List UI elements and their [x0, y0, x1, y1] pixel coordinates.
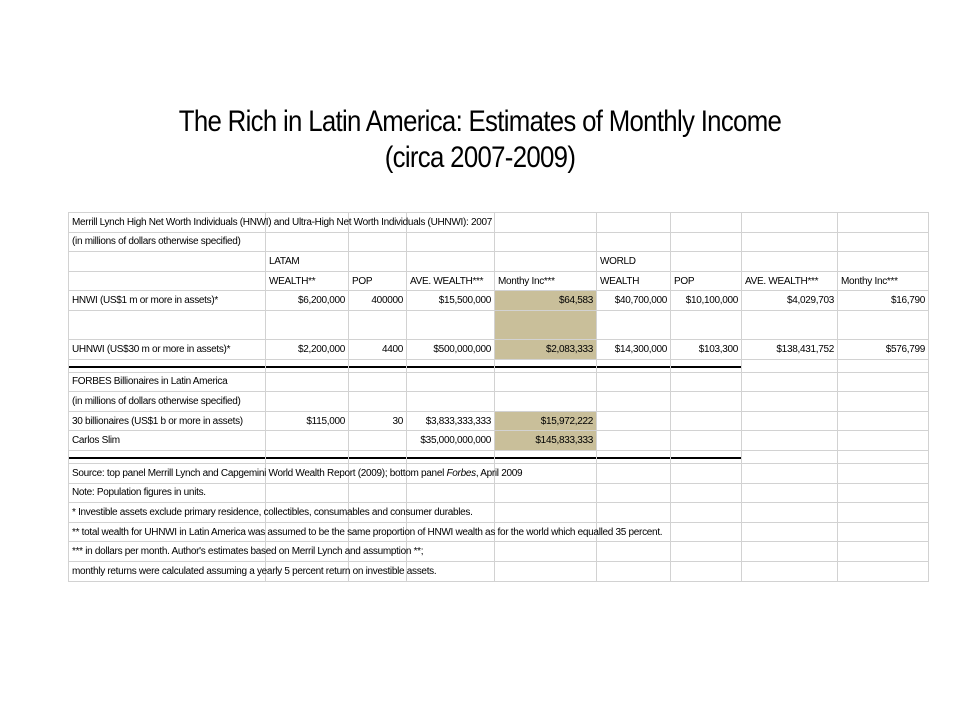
note-text: Note: Population figures in units.	[69, 483, 266, 503]
table-cell: $16,790	[838, 291, 929, 311]
row-label: 30 billionaires (US$1 b or more in assets)	[69, 411, 266, 431]
column-header-row	[69, 271, 929, 291]
table-cell: $138,431,752	[742, 339, 838, 359]
group-world: WORLD	[597, 252, 671, 272]
table-heading: Merrill Lynch High Net Worth Individuals (HNWI) and Ultra-High Net Worth Individuals (UHNWI): 2007	[69, 213, 266, 233]
divider-row	[69, 450, 929, 463]
forbes-heading-row	[69, 372, 929, 392]
table-cell	[266, 431, 349, 451]
col-world-monthly-inc: Monthy Inc***	[838, 271, 929, 291]
table-cell: $576,799	[838, 339, 929, 359]
table-cell: $103,300	[671, 339, 742, 359]
table-cell: $35,000,000,000	[407, 431, 495, 451]
title-line-2: (circa 2007-2009)	[384, 141, 576, 174]
table-cell	[349, 431, 407, 451]
col-world-pop: POP	[671, 271, 742, 291]
wealth-table	[68, 212, 929, 582]
row-label: HNWI (US$1 m or more in assets)*	[69, 291, 266, 311]
row-label: UHNWI (US$30 m or more in assets)*	[69, 339, 266, 359]
note-text: ** total wealth for UHNWI in Latin America was assumed to be the same proportion of HNWI wealth as for the world which equalled 35 percent.	[69, 522, 266, 542]
slide-title	[67, 104, 893, 176]
spacer-row	[69, 310, 929, 339]
table-row	[69, 291, 929, 311]
table-cell: $500,000,000	[407, 339, 495, 359]
col-latam-ave-wealth: AVE. WEALTH***	[407, 271, 495, 291]
note-row	[69, 483, 929, 503]
highlighted-cell: $2,083,333	[495, 339, 597, 359]
table-row	[69, 339, 929, 359]
note-row	[69, 522, 929, 542]
highlighted-cell: $15,972,222	[495, 411, 597, 431]
table-cell: $4,029,703	[742, 291, 838, 311]
note-text: * Investible assets exclude primary residence, collectibles, consumables and consumer durables.	[69, 503, 266, 523]
table-cell: $6,200,000	[266, 291, 349, 311]
note-text: monthly returns were calculated assuming a yearly 5 percent return on investible assets.	[69, 561, 266, 581]
table-cell: $40,700,000	[597, 291, 671, 311]
col-world-ave-wealth: AVE. WEALTH***	[742, 271, 838, 291]
group-row	[69, 252, 929, 272]
group-latam: LATAM	[266, 252, 349, 272]
forbes-units-row	[69, 392, 929, 412]
highlighted-cell: $145,833,333	[495, 431, 597, 451]
table-cell: 30	[349, 411, 407, 431]
table-cell: $115,000	[266, 411, 349, 431]
table-cell: $10,100,000	[671, 291, 742, 311]
table-row	[69, 411, 929, 431]
table-cell: $14,300,000	[597, 339, 671, 359]
forbes-heading: FORBES Billionaires in Latin America	[69, 372, 266, 392]
row-label: Carlos Slim	[69, 431, 266, 451]
table-cell: 400000	[349, 291, 407, 311]
source-row	[69, 463, 929, 483]
note-text: *** in dollars per month. Author's estimates based on Merril Lynch and assumption **;	[69, 542, 266, 562]
note-row	[69, 503, 929, 523]
note-row	[69, 561, 929, 581]
table-cell: 4400	[349, 339, 407, 359]
units-row	[69, 232, 929, 252]
title-line-1: The Rich in Latin America: Estimates of Monthly Income	[178, 105, 782, 138]
forbes-units-note: (in millions of dollars otherwise specified)	[69, 392, 266, 412]
highlighted-cell: $64,583	[495, 291, 597, 311]
table-row	[69, 431, 929, 451]
col-latam-pop: POP	[349, 271, 407, 291]
units-note: (in millions of dollars otherwise specified)	[69, 232, 266, 252]
note-row	[69, 542, 929, 562]
heading-row	[69, 213, 929, 233]
col-latam-wealth: WEALTH**	[266, 271, 349, 291]
table-cell: $3,833,333,333	[407, 411, 495, 431]
col-world-wealth: WEALTH	[597, 271, 671, 291]
col-latam-monthly-inc: Monthy Inc***	[495, 271, 597, 291]
source-note: Source: top panel Merrill Lynch and Capgemini World Wealth Report (2009); bottom panel Forbes, April 2009	[69, 463, 266, 483]
divider-row	[69, 359, 929, 372]
table-cell: $15,500,000	[407, 291, 495, 311]
table-cell: $2,200,000	[266, 339, 349, 359]
